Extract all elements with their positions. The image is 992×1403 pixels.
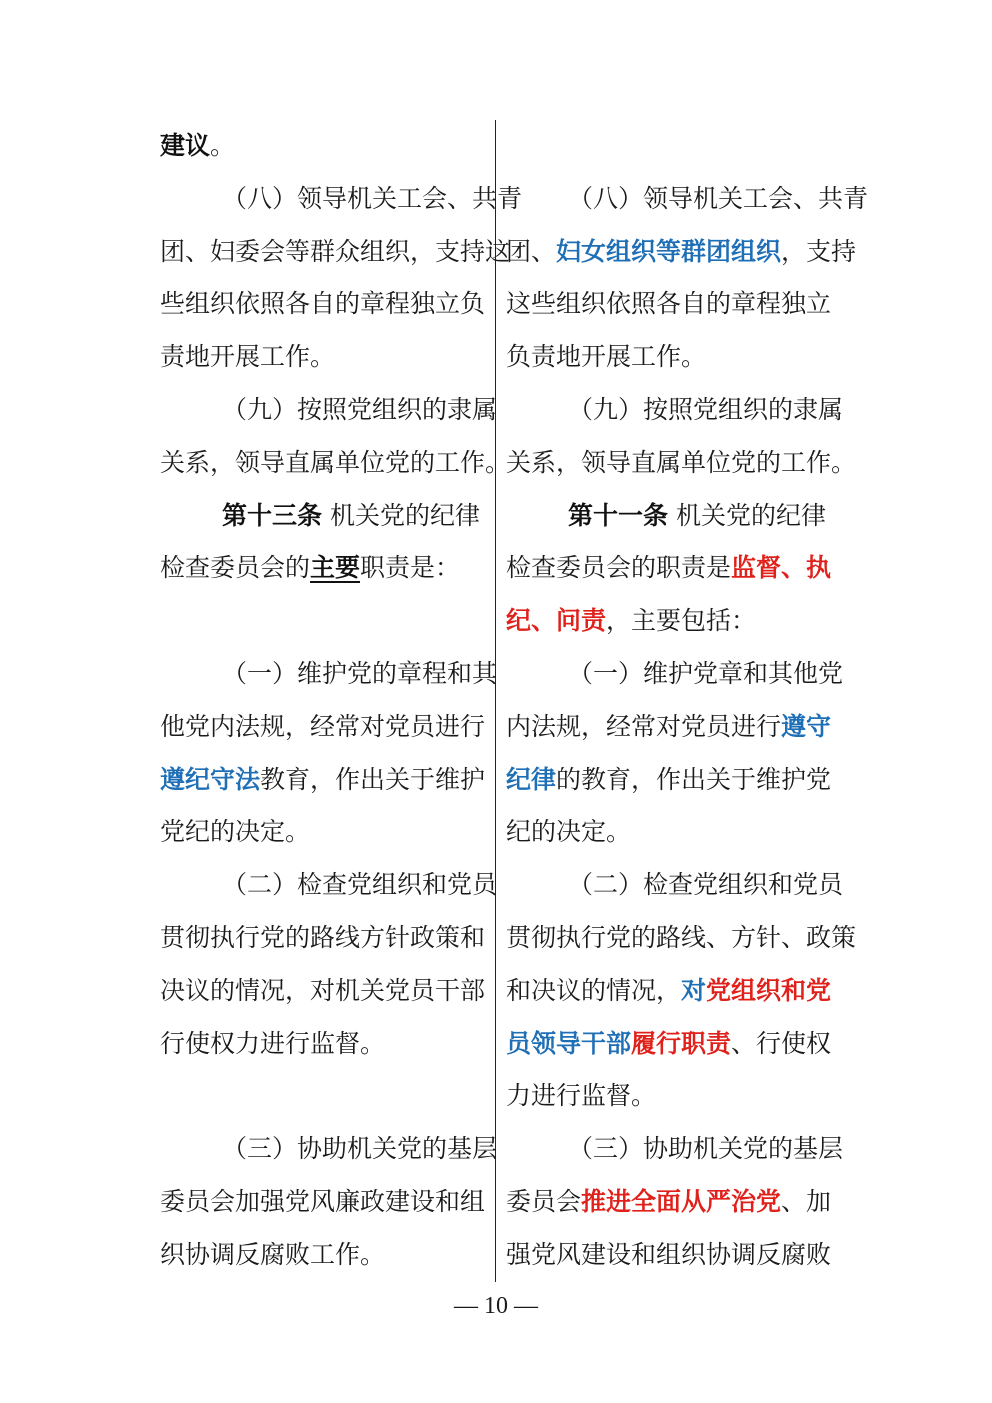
text-line: [160, 965, 485, 1017]
text-line: [160, 384, 497, 436]
text-line: [506, 1229, 831, 1281]
text-line: [506, 1123, 843, 1175]
text-line: [160, 490, 480, 542]
text-line: [506, 542, 831, 594]
text-run: （三）协助机关党的基层: [568, 1134, 844, 1164]
text-run: 机关党的纪律: [668, 500, 826, 530]
text-run: 第十三条: [222, 500, 323, 530]
text-run: 妇女组织等群团组织: [556, 236, 782, 266]
text-line: [160, 701, 485, 753]
text-run: 纪、问责: [506, 606, 607, 636]
text-run: 推进全面从严治党: [581, 1187, 782, 1216]
text-run: 遵守: [781, 711, 832, 741]
text-run: （二）检查党组织和党员: [568, 870, 844, 900]
text-run: 履行职责: [631, 1028, 732, 1058]
text-run: 。: [210, 131, 236, 160]
text-line: [160, 859, 497, 911]
text-line: [506, 859, 843, 911]
text-run: （一）维护党的章程和其: [222, 659, 498, 688]
text-run: 、加: [781, 1187, 832, 1216]
text-line: [506, 701, 831, 753]
text-run: 遵纪守法: [160, 764, 261, 794]
text-line: [160, 226, 510, 278]
text-run: （一）维护党章和其他党: [568, 659, 844, 688]
text-line: [506, 806, 631, 858]
text-line: [506, 1070, 656, 1122]
column-divider: [495, 120, 496, 1282]
text-line: [160, 912, 485, 964]
text-run: 强党风建设和组织协调反腐败: [506, 1239, 832, 1269]
text-run: 团、: [506, 236, 557, 266]
text-run: 对: [681, 975, 707, 1005]
text-run: 这些组织依照各自的章程独立: [506, 289, 832, 319]
text-run: 负责地开展工作。: [506, 342, 707, 372]
text-line: [506, 384, 843, 436]
text-line: [506, 912, 856, 964]
text-line: [160, 1176, 485, 1228]
text-run: 监督、执: [731, 553, 832, 583]
text-run: 、行使权: [731, 1028, 832, 1058]
text-line: [160, 1018, 385, 1070]
text-run: 党纪的决定。: [160, 817, 311, 847]
text-line: [506, 278, 831, 330]
text-run: 检查委员会的职责是: [506, 553, 732, 583]
text-run: 贯彻执行党的路线方针政策和: [160, 923, 486, 952]
text-run: 关系，领导直属单位党的工作。: [160, 447, 511, 477]
text-run: 责地开展工作。: [160, 342, 336, 372]
text-run: ，主要包括：: [606, 606, 757, 636]
text-run: 委员会: [506, 1187, 582, 1216]
text-run: 的教育，作出关于维护党: [556, 764, 832, 794]
text-line: [506, 1176, 831, 1228]
text-run: （九）按照党组织的隶属: [222, 395, 498, 424]
text-line: [506, 1018, 831, 1070]
text-run: 团、妇委会等群众组织，支持这: [160, 236, 511, 266]
text-run: 和决议的情况，: [506, 975, 682, 1005]
text-line: [160, 173, 522, 225]
text-line: [506, 965, 831, 1017]
text-run: （九）按照党组织的隶属: [568, 395, 844, 424]
text-run: 些组织依照各自的章程独立负: [160, 289, 486, 319]
text-line: [506, 226, 856, 278]
text-run: （二）检查党组织和党员: [222, 870, 498, 900]
text-line: [506, 331, 706, 383]
text-line: [160, 542, 460, 594]
text-run: 第十一条: [568, 500, 669, 530]
text-line: [506, 754, 831, 806]
page-number: — 10 —: [454, 1293, 538, 1319]
text-run: 机关党的纪律: [322, 500, 480, 530]
text-line: [160, 806, 310, 858]
text-line: [160, 120, 235, 172]
text-run: （八）领导机关工会、共青: [222, 183, 523, 213]
text-run: 纪律: [506, 764, 557, 794]
text-line: [506, 437, 856, 489]
text-line: [506, 595, 756, 647]
text-run: 决议的情况，对机关党员干部: [160, 975, 486, 1005]
text-run: 检查委员会的: [160, 553, 311, 583]
text-run: 关系，领导直属单位党的工作。: [506, 447, 857, 477]
text-run: 教育，作出关于维护: [260, 764, 486, 794]
text-run: 纪的决定。: [506, 817, 632, 847]
text-run: 党组织和党: [706, 975, 832, 1005]
text-run: 他党内法规，经常对党员进行: [160, 711, 486, 741]
text-run: 贯彻执行党的路线、方针、政策: [506, 923, 857, 952]
text-run: 职责是：: [360, 553, 461, 583]
text-run: 员领导干部: [506, 1028, 632, 1058]
text-line: [506, 173, 868, 225]
text-line: [160, 331, 335, 383]
text-line: [506, 648, 843, 700]
text-run: 力进行监督。: [506, 1081, 657, 1111]
text-run: 建议: [160, 131, 211, 160]
text-run: （三）协助机关党的基层: [222, 1134, 498, 1164]
text-line: [160, 754, 485, 806]
text-run: 内法规，经常对党员进行: [506, 711, 782, 741]
text-line: [160, 1229, 385, 1281]
text-run: （八）领导机关工会、共青: [568, 183, 869, 213]
text-line: [160, 1123, 497, 1175]
text-line: [160, 278, 485, 330]
text-line: [160, 648, 497, 700]
text-run: 主要: [310, 553, 361, 583]
text-run: 委员会加强党风廉政建设和组: [160, 1187, 486, 1216]
text-run: 织协调反腐败工作。: [160, 1239, 386, 1269]
text-line: [506, 490, 826, 542]
text-run: ，支持: [781, 236, 857, 266]
text-line: [160, 437, 510, 489]
text-run: 行使权力进行监督。: [160, 1028, 386, 1058]
